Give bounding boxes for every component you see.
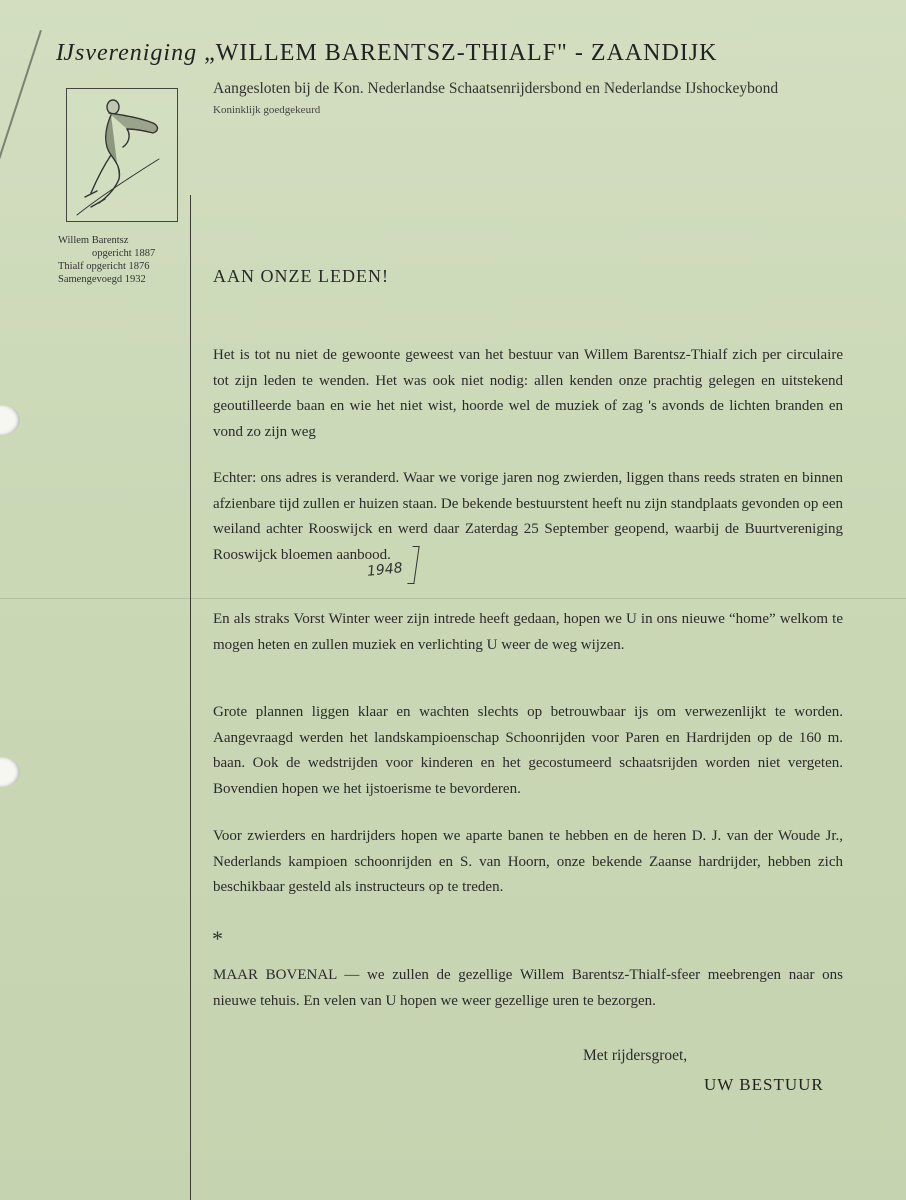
- punch-hole-bottom: [0, 757, 20, 787]
- club-logo: [66, 88, 178, 222]
- handwritten-year: 1948: [366, 560, 404, 580]
- paragraph-6: MAAR BOVENAL — we zullen de gezellige Willem Barentsz-Thialf-sfeer meebrengen naar ons nieuwe tehuis. En velen van U hopen we weer gezellige uren te bezorgen.: [213, 967, 843, 1009]
- asterisk-mark: *: [212, 926, 223, 951]
- margin-rule: [190, 195, 191, 1200]
- paragraph-2: Echter: ons adres is veranderd. Waar we vorige jaren nog zwierden, liggen thans reeds straten en binnen afzienbare tijd zullen er huizen staan. De bekende bestuurstent heeft nu zijn standplaats gevonden op een weiland achter Rooswijck en werd daar Zaterdag 25 September geopend, waarbij de Buurtvereniging Rooswijck bloemen aanbood.: [213, 470, 843, 563]
- history-line: Willem Barentsz: [58, 235, 129, 246]
- paragraph-4: Grote plannen liggen klaar en wachten slechts op betrouwbaar ijs om verwezenlijkt te worden. Aangevraagd werden het landskampioenschap Schoonrijden voor Paren en Hardrijden op de 160 m. baan. Ook de wedstrijden voor kinderen en het gecostumeerd schaatsrijden worden niet vergeten. Bovendien hopen we het ijstoerisme te bevorderen.: [213, 704, 843, 797]
- paragraph-3: En als straks Vorst Winter weer zijn intrede heeft gedaan, hopen we U in ons nieuwe “home” welkom te mogen heten en zullen muziek en verlichting U weer de weg wijzen.: [213, 611, 843, 653]
- history-line: Samengevoegd 1932: [58, 274, 146, 285]
- decorative-stroke: [0, 30, 42, 221]
- letterhead-name: „WILLEM BARENTSZ-THIALF" - ZAANDIJK: [204, 40, 718, 66]
- history-line: Thialf opgericht 1876: [58, 261, 150, 272]
- club-history: [40, 234, 170, 286]
- history-line: opgericht 1887: [92, 248, 156, 259]
- paragraph-1: Het is tot nu niet de gewoonte geweest van het bestuur van Willem Barentsz-Thialf zich per circulaire tot zijn leden te wenden. Het was ook niet nodig: allen kenden onze prachtig gelegen en uitstekend geoutilleerde baan en wie het niet wist, hoorde wel de muziek of zag 's avonds de lichten branden en vond zo zijn weg: [213, 347, 843, 440]
- letterhead-title: [56, 40, 876, 67]
- letterhead-subtitle: Aangesloten bij de Kon. Nederlandse Schaatsenrijdersbond en Nederlandse IJshockeybond: [213, 80, 779, 97]
- signature: UW BESTUUR: [704, 1075, 824, 1094]
- paper-fold-line: [0, 598, 906, 599]
- letter-greeting: AAN ONZE LEDEN!: [213, 266, 389, 286]
- skater-icon: [67, 89, 177, 221]
- closing-line: Met rijdersgroet,: [583, 1047, 688, 1064]
- punch-hole-top: [0, 405, 20, 435]
- letterhead-prefix: Ĳsvereniging: [56, 40, 198, 66]
- letterhead-note: Koninklijk goedgekeurd: [213, 104, 321, 116]
- paragraph-5: Voor zwierders en hardrijders hopen we aparte banen te hebben en de heren D. J. van der Woude Jr., Nederlands kampioen schoonrijden en S. van Hoorn, onze bekende Zaanse hardrijder, hebben zich beschikbaar gesteld als instructeurs op te treden.: [213, 828, 843, 895]
